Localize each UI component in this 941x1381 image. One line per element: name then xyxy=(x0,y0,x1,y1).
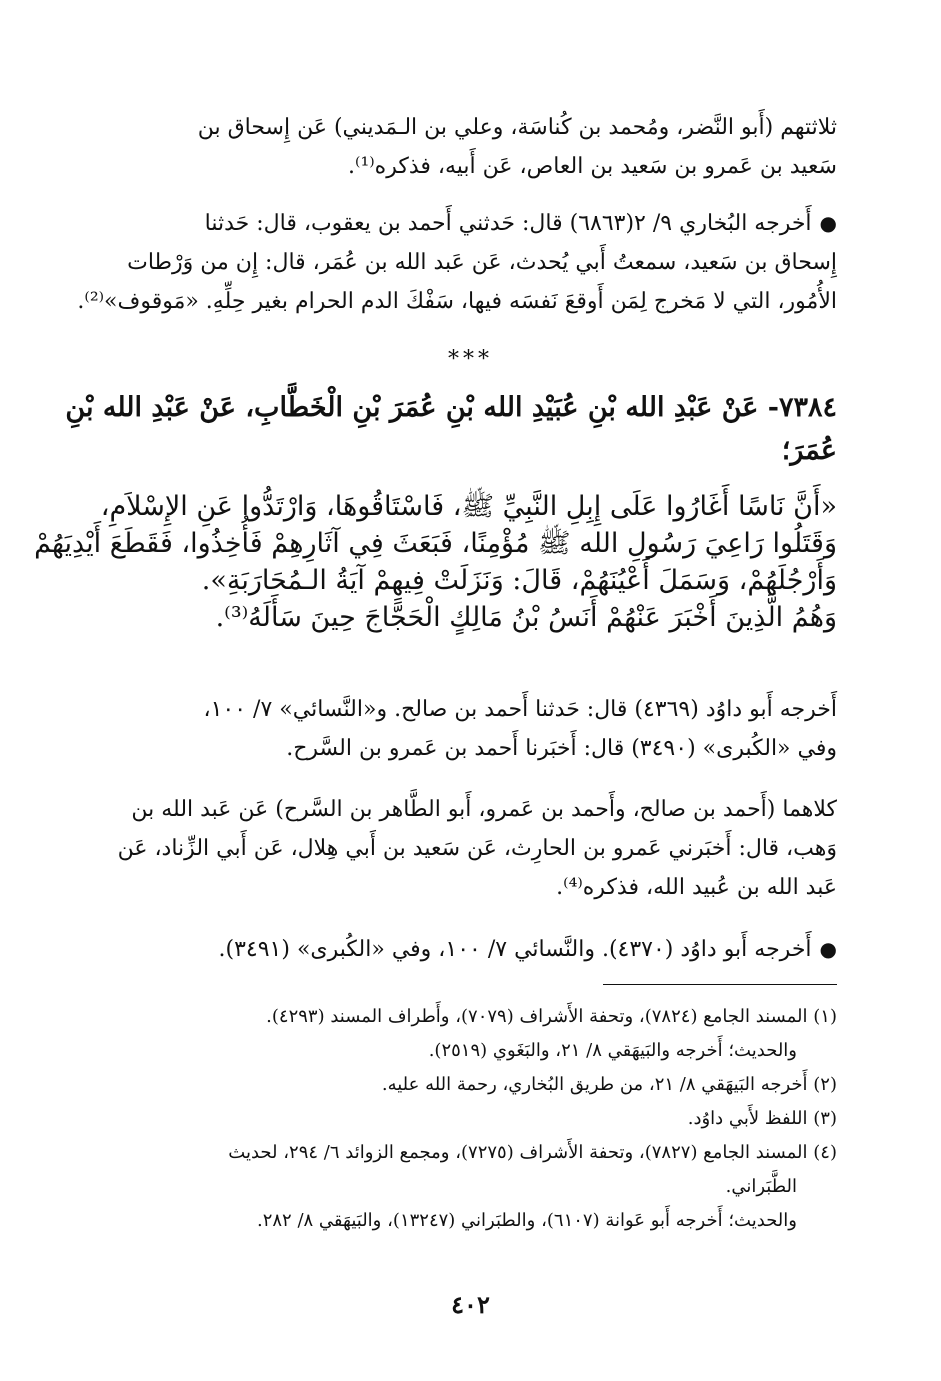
isnad-line-1: كلاهما (أَحمد بن صالح، وأَحمد بن عَمرو، أَبو الطَّاهر بن السَّرح) عَن عَبد الله بن xyxy=(131,797,837,822)
hadith-matn-line-2: وَقَتَلُوا رَاعِيَ رَسُولِ الله ﷺ مُؤْمِنًا، فَبَعَثَ فِي آثَارِهِمْ فَأُخِذُوا، فَقَطَعَ أَيْدِيَهُمْ xyxy=(34,528,837,559)
takhrij-last-paragraph xyxy=(103,930,837,969)
hadith-matn-line-1: «أَنَّ نَاسًا أَغَارُوا عَلَى إِبِلِ النَّبِيِّ ﷺ، فَاسْتَاقُوهَا، وَارْتَدُّوا عَنِ الإِسْلاَمِ، xyxy=(100,491,837,522)
bullet-icon: ● xyxy=(819,937,837,961)
takhrij-abudawud-line-2: وفي «الكُبرى» (٣٤٩٠) قال: أَخبَرنا أَحمد بن عَمرو بن السَّرح. xyxy=(286,736,837,761)
takhrij-bukhari-paragraph xyxy=(77,204,837,321)
footnote-4: (٤) المسند الجامع (٧٨٢٧)، وتحفة الأَشراف (٧٢٧٥)، ومجمع الزوائد ٦/ ٢٩٤، لحديث xyxy=(228,1142,837,1163)
isnad-paragraph xyxy=(103,790,837,907)
takhrij-bukhari-line-1-text: أَخرجه البُخاري ٩/ ٢(٦٨٦٣) قال: حَدثني أَحمد بن يعقوب، قال: حَدثنا xyxy=(204,211,812,236)
hadith-heading-line-1: ٧٣٨٤- عَنْ عَبْدِ الله بْنِ عُبَيْدِ الله بْنِ عُمَرَ بْنِ الْخَطَّابِ، عَنْ عَبْدِ الله بْنِ xyxy=(65,392,837,423)
footnotes xyxy=(103,1000,837,1238)
hadith-matn-line-3: وَأَرْجُلَهُمْ، وَسَمَلَ أَعْيُنَهُمْ، قَالَ: وَنَزَلَتْ فِيهِمْ آيَةُ الـمُحَارَبَةِ». xyxy=(201,565,837,596)
isnad-line-3: عَبد الله بن عُبيد الله، فذكره⁽⁴⁾. xyxy=(556,875,837,900)
hadith-matn-line-4: وَهُمُ الَّذِينَ أَخْبَرَ عَنْهُمْ أَنَسُ بْنُ مَالِكٍ الْحَجَّاجَ حِينَ سَأَلَهُ⁽³⁾. xyxy=(215,602,837,633)
bullet-icon: ● xyxy=(819,211,837,235)
takhrij-bukhari-line-1 xyxy=(103,204,837,243)
footnote-2: (٢) أَخرجه البَيهَقي ٨/ ٢١، من طريق البُخاري، رحمة الله عليه. xyxy=(381,1074,837,1095)
footnote-separator-rule xyxy=(603,984,837,985)
footnote-1: (١) المسند الجامع (٧٨٢٤)، وتحفة الأَشراف (٧٠٧٩)، وأَطراف المسند (٤٢٩٣). xyxy=(266,1006,837,1027)
section-separator: *** xyxy=(448,347,493,372)
intro-paragraph xyxy=(103,108,837,186)
takhrij-last-line xyxy=(103,930,837,969)
hadith-heading xyxy=(65,386,837,472)
takhrij-last-text: أَخرجه أَبو داوُد (٤٣٧٠). والنَّسائي ٧/ ١٠٠، وفي «الكُبرى» (٣٤٩١). xyxy=(218,937,812,962)
takhrij-abudawud-line-1: أَخرجه أَبو داوُد (٤٣٦٩) قال: حَدثنا أَحمد بن صالح. و«النَّسائي» ٧/ ١٠٠، xyxy=(203,697,837,722)
takhrij-abudawud-paragraph xyxy=(103,690,837,768)
takhrij-bukhari-line-3: الأُمُور، التي لا مَخرج لِمَن أَوقعَ نَفسَه فيها، سَفْكَ الدم الحرام بغير حِلِّهِ. «مَوقوف»⁽²⁾. xyxy=(77,289,837,314)
intro-line-1: ثلاثتهم (أَبو النَّضر، ومُحمد بن كُناسَة، وعلي بن الـمَديني) عَن إِسحاق بن xyxy=(197,115,837,140)
page-number: ٤٠٢ xyxy=(451,1290,490,1319)
footnote-1-continuation: والحديث؛ أَخرجه والبَيهَقي ٨/ ٢١، والبَغَوي (٢٥١٩). xyxy=(428,1040,797,1061)
footnote-4-continuation-2: والحديث؛ أَخرجه أَبو عَوانة (٦١٠٧)، والطبَراني (١٣٢٤٧)، والبَيهَقي ٨/ ٢٨٢. xyxy=(256,1210,797,1231)
intro-line-2: سَعيد بن عَمرو بن سَعيد بن العاص، عَن أَبيه، فذكره⁽¹⁾. xyxy=(348,154,837,179)
isnad-line-2: وَهب، قال: أَخبَرني عَمرو بن الحارِث، عَن سَعيد بن أَبي هِلال، عَن أَبي الزِّناد، عَن xyxy=(117,836,837,861)
hadith-matn xyxy=(34,488,837,636)
takhrij-bukhari-line-2: إِسحاق بن سَعيد، سمعتُ أَبي يُحدث، عَن عَبد الله بن عُمَر، قال: إِن من وَرْطات xyxy=(127,250,837,275)
footnote-3: (٣) اللفظ لأَبي داوُد. xyxy=(687,1108,837,1129)
hadith-heading-line-2: عُمَرَ؛ xyxy=(781,435,837,466)
footnote-4-continuation-1: الطَّبَراني. xyxy=(725,1176,797,1197)
